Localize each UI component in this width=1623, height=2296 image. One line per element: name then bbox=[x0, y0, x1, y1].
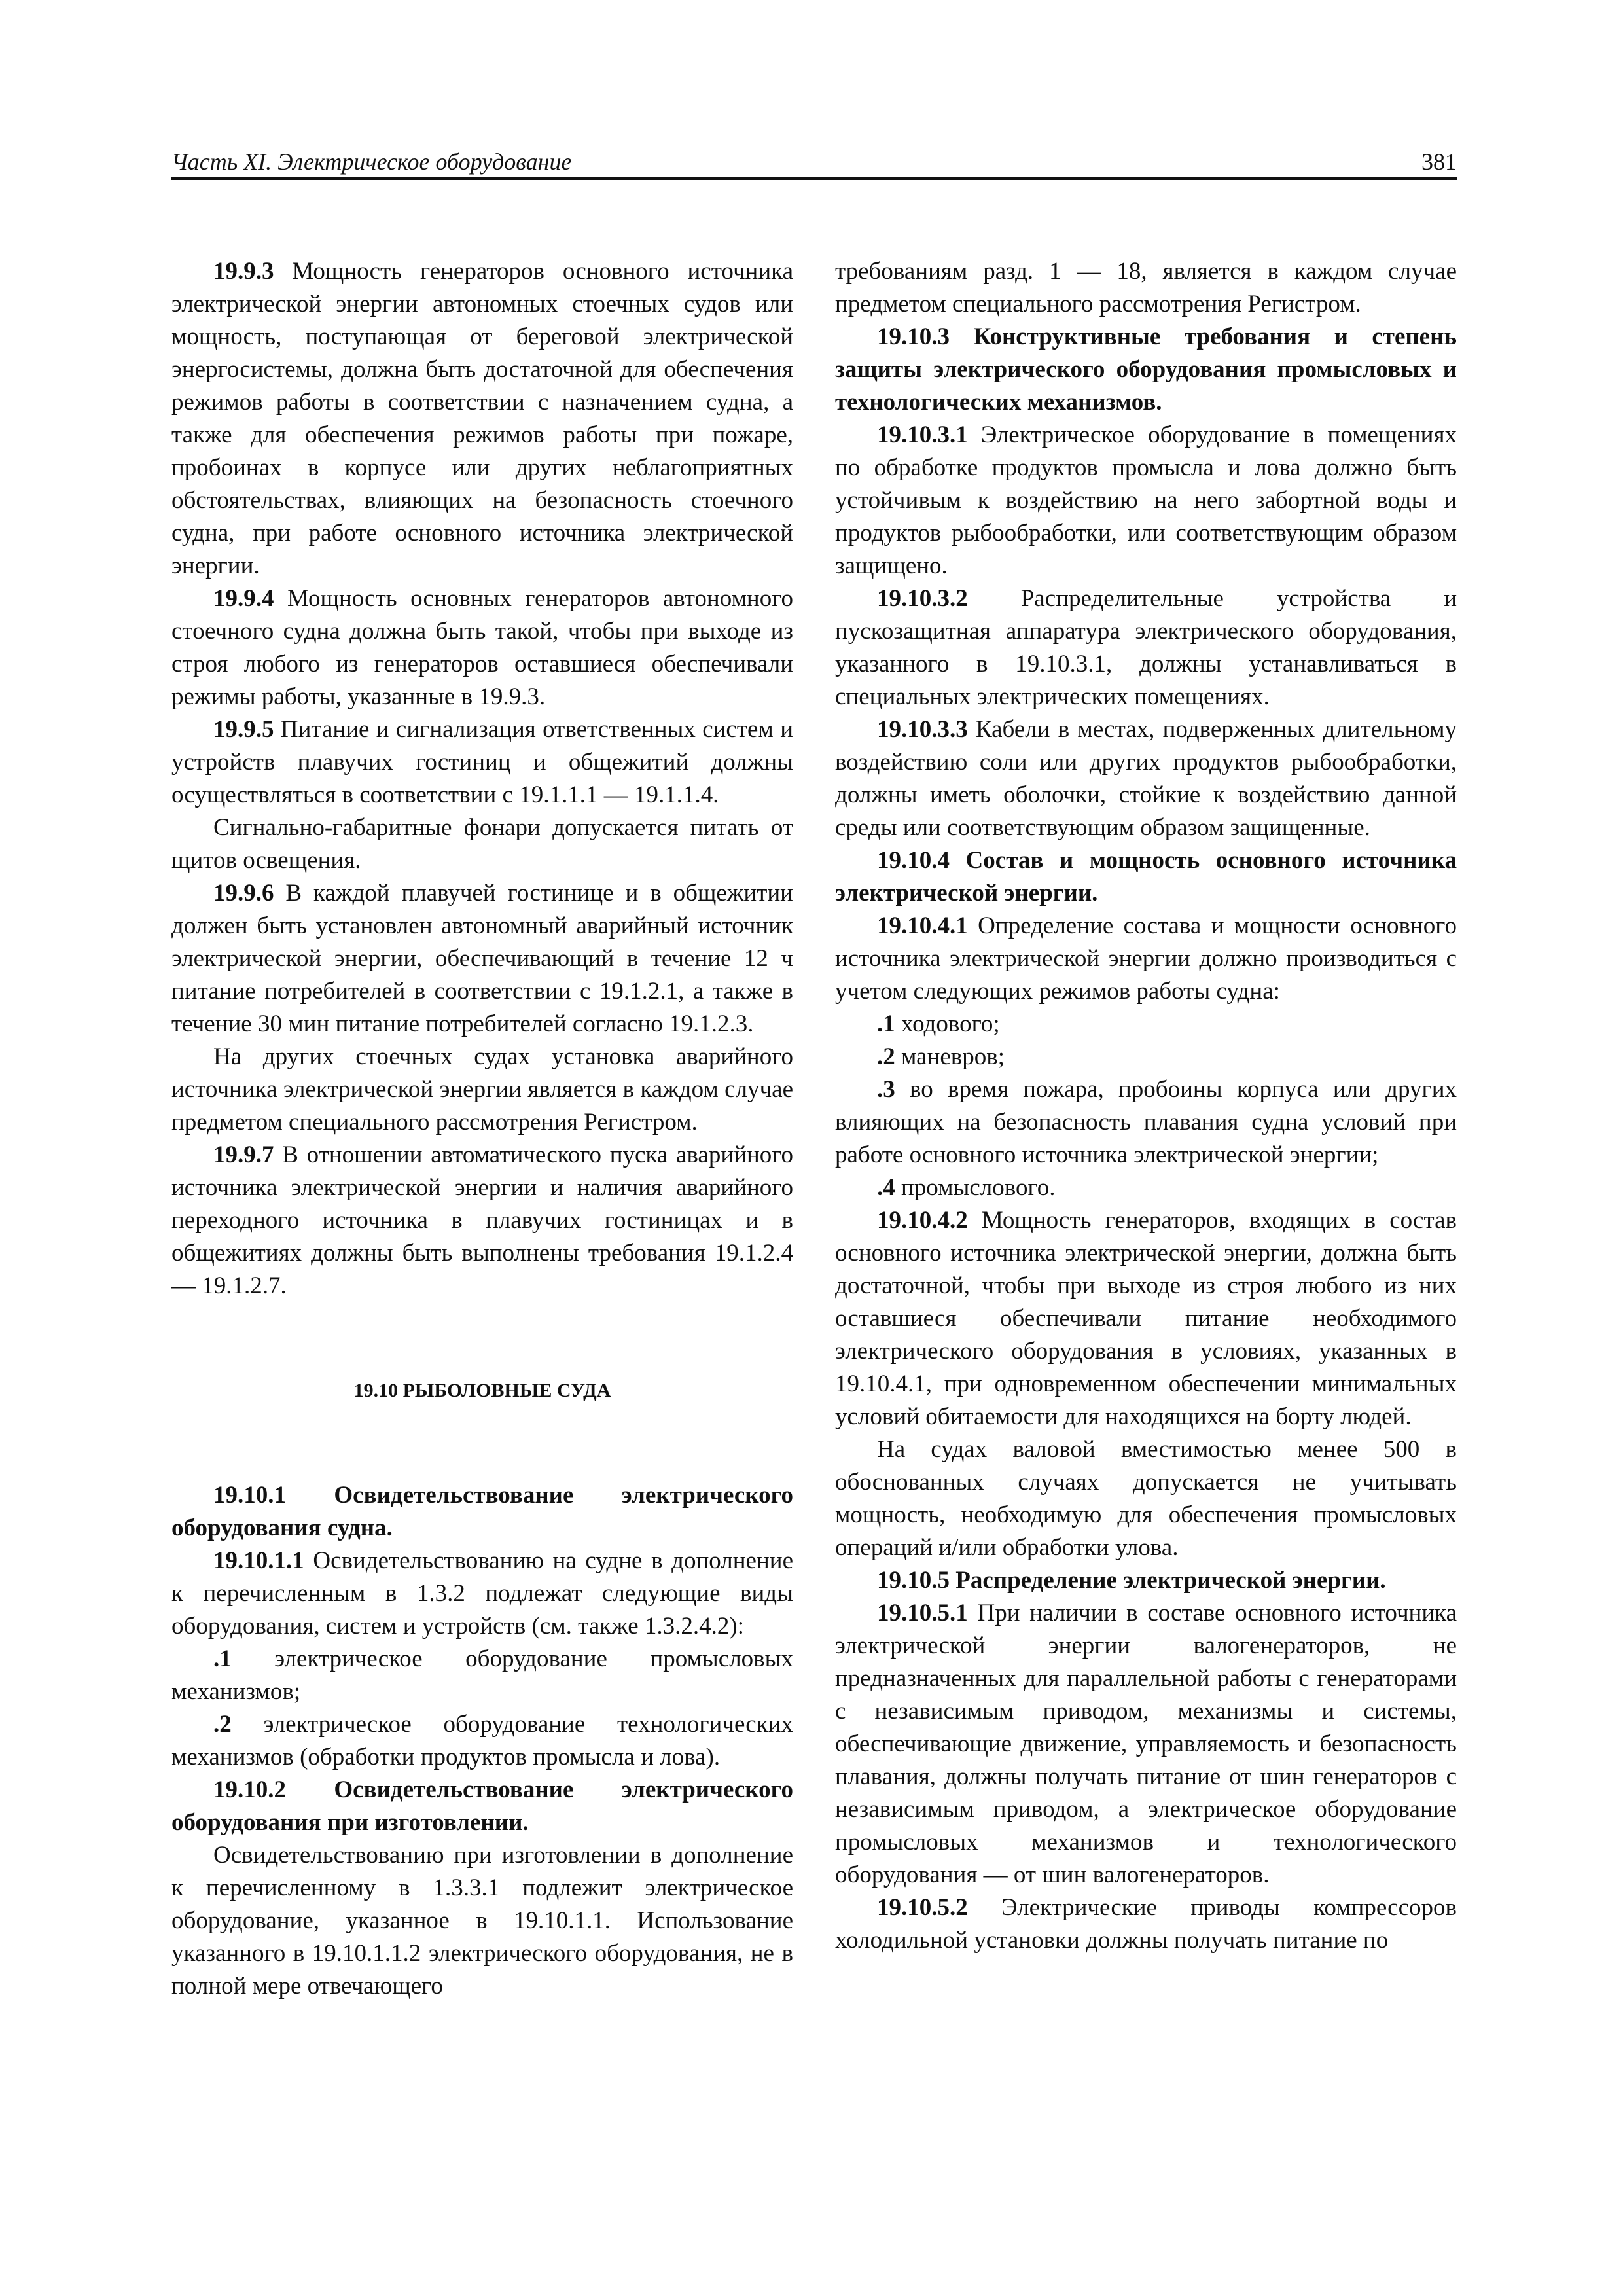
list-item: .1 электрическое оборудование промысловых механизмов; bbox=[171, 1645, 793, 1705]
paragraph: 19.10.3.1 Электрическое оборудование в помещениях по обработке продуктов промысла и лова должно быть устойчивым к воздействию на него забортной воды и продуктов рыбообработки, или соответствующим образом защищено. bbox=[835, 422, 1457, 579]
subsection-heading: 19.10.1 Освидетельствование электрического оборудования судна. bbox=[171, 1482, 793, 1541]
paragraph: 19.10.3.3 Кабели в местах, подверженных длительному воздействию соли или других продуктов рыбообработки, должны иметь оболочки, стойкие к воздействию данной среды или соответствующим образом защищенные. bbox=[835, 716, 1457, 841]
paragraph: Сигнально-габаритные фонари допускается питать от щитов освещения. bbox=[171, 814, 793, 874]
paragraph: 19.9.7 В отношении автоматического пуска аварийного источника электрической энергии и наличия аварийного переходного источника в плавучих гостиницах и в общежитиях должны быть выполнены требования 19.1.2.4 — 19.1.2.7. bbox=[171, 1141, 793, 1299]
left-column bbox=[171, 255, 793, 2003]
list-item: .2 маневров; bbox=[877, 1043, 1005, 1070]
subsection-heading: 19.10.3 Конструктивные требования и степень защиты электрического оборудования промысловых и технологических механизмов. bbox=[835, 323, 1457, 416]
paragraph: 19.10.4.1 Определение состава и мощности основного источника электрической энергии должно производиться с учетом следующих режимов работы судна: bbox=[835, 912, 1457, 1005]
right-column bbox=[835, 255, 1457, 1957]
header-title: Часть XI. Электрическое оборудование bbox=[171, 149, 572, 175]
header-rule bbox=[171, 177, 1457, 180]
paragraph: 19.10.3.2 Распределительные устройства и пускозащитная аппаратура электрического оборудования, указанного в 19.10.3.1, должны устанавливаться в специальных электрических помещениях. bbox=[835, 585, 1457, 710]
subsection-heading: 19.10.2 Освидетельствование электрического оборудования при изготовлении. bbox=[171, 1776, 793, 1836]
paragraph: 19.9.6 В каждой плавучей гостинице и в общежитии должен быть установлен автономный аварийный источник электрической энергии, обеспечивающий в течение 12 ч питание потребителей в соответствии с 19.1.2.1, а также в течение 30 мин питание потребителей согласно 19.1.2.3. bbox=[171, 880, 793, 1037]
paragraph: 19.10.4.2 Мощность генераторов, входящих в состав основного источника электрической энергии, должна быть достаточной, чтобы при выходе из строя любого из них оставшиеся обеспечивали питание необходимого электрического оборудования в условиях, указанных в 19.10.4.1, при одновременном обеспечении минимальных условий обитаемости для находящихся на борту людей. bbox=[835, 1207, 1457, 1430]
paragraph: требованиям разд. 1 — 18, является в каждом случае предметом специального рассмотрения Регистром. bbox=[835, 258, 1457, 317]
paragraph: 19.10.1.1 Освидетельствованию на судне в дополнение к перечисленным в 1.3.2 подлежат следующие виды оборудования, систем и устройств (см. также 1.3.2.4.2): bbox=[171, 1547, 793, 1640]
list-item: .3 во время пожара, пробоины корпуса или других влияющих на безопасность плавания судна условий при работе основного источника электрической энергии; bbox=[835, 1076, 1457, 1168]
subsection-heading: 19.10.5 Распределение электрической энергии. bbox=[877, 1567, 1386, 1594]
paragraph: 19.10.5.1 При наличии в составе основного источника электрической энергии валогенераторов, не предназначенных для параллельной работы с генераторами с независимым приводом, механизмы и системы, обеспечивающие движение, управляемость и безопасность плавания, должны получать питание от шин генераторов с независимым приводом, а электрическое оборудование промысловых механизмов и технологического оборудования — от шин валогенераторов. bbox=[835, 1600, 1457, 1888]
list-item: .1 ходового; bbox=[877, 1011, 1000, 1037]
paragraph: 19.10.5.2 Электрические приводы компрессоров холодильной установки должны получать питание по bbox=[835, 1894, 1457, 1954]
subsection-heading: 19.10.4 Состав и мощность основного источника электрической энергии. bbox=[835, 847, 1457, 906]
paragraph: 19.9.4 Мощность основных генераторов автономного стоечного судна должна быть такой, чтобы при выходе из строя любого из генераторов оставшиеся обеспечивали режимы работы, указанные в 19.9.3. bbox=[171, 585, 793, 710]
page-number: 381 bbox=[1421, 149, 1457, 175]
paragraph: На других стоечных судах установка аварийного источника электрической энергии является в каждом случае предметом специального рассмотрения Регистром. bbox=[171, 1043, 793, 1136]
paragraph: Освидетельствованию при изготовлении в дополнение к перечисленному в 1.3.3.1 подлежит электрическое оборудование, указанное в 19.10.1.1. Использование указанного в 19.10.1.1.2 электрического оборудования, не в полной мере отвечающего bbox=[171, 1842, 793, 2000]
paragraph: На судах валовой вместимостью менее 500 в обоснованных случаях допускается не учитывать мощность, необходимую для обеспечения промысловых операций и/или обработки улова. bbox=[835, 1436, 1457, 1561]
list-item: .4 промыслового. bbox=[877, 1174, 1056, 1201]
running-head bbox=[171, 145, 1457, 178]
section-heading: 19.10 РЫБОЛОВНЫЕ СУДА bbox=[353, 1380, 611, 1401]
paragraph: 19.9.5 Питание и сигнализация ответственных систем и устройств плавучих гостиниц и общежитий должны осуществляться в соответствии с 19.1.1.1 — 19.1.1.4. bbox=[171, 716, 793, 808]
list-item: .2 электрическое оборудование технологических механизмов (обработки продуктов промысла и лова). bbox=[171, 1711, 793, 1770]
paragraph: 19.9.3 Мощность генераторов основного источника электрической энергии автономных стоечных судов или мощность, поступающая от береговой электрической энергосистемы, должна быть достаточной для обеспечения режимов работы в соответствии с назначением судна, а также для обеспечения режимов работы при пожаре, пробоинах в корпусе или других неблагоприятных обстоятельствах, влияющих на безопасность стоечного судна, при работе основного источника электрической энергии. bbox=[171, 258, 793, 579]
